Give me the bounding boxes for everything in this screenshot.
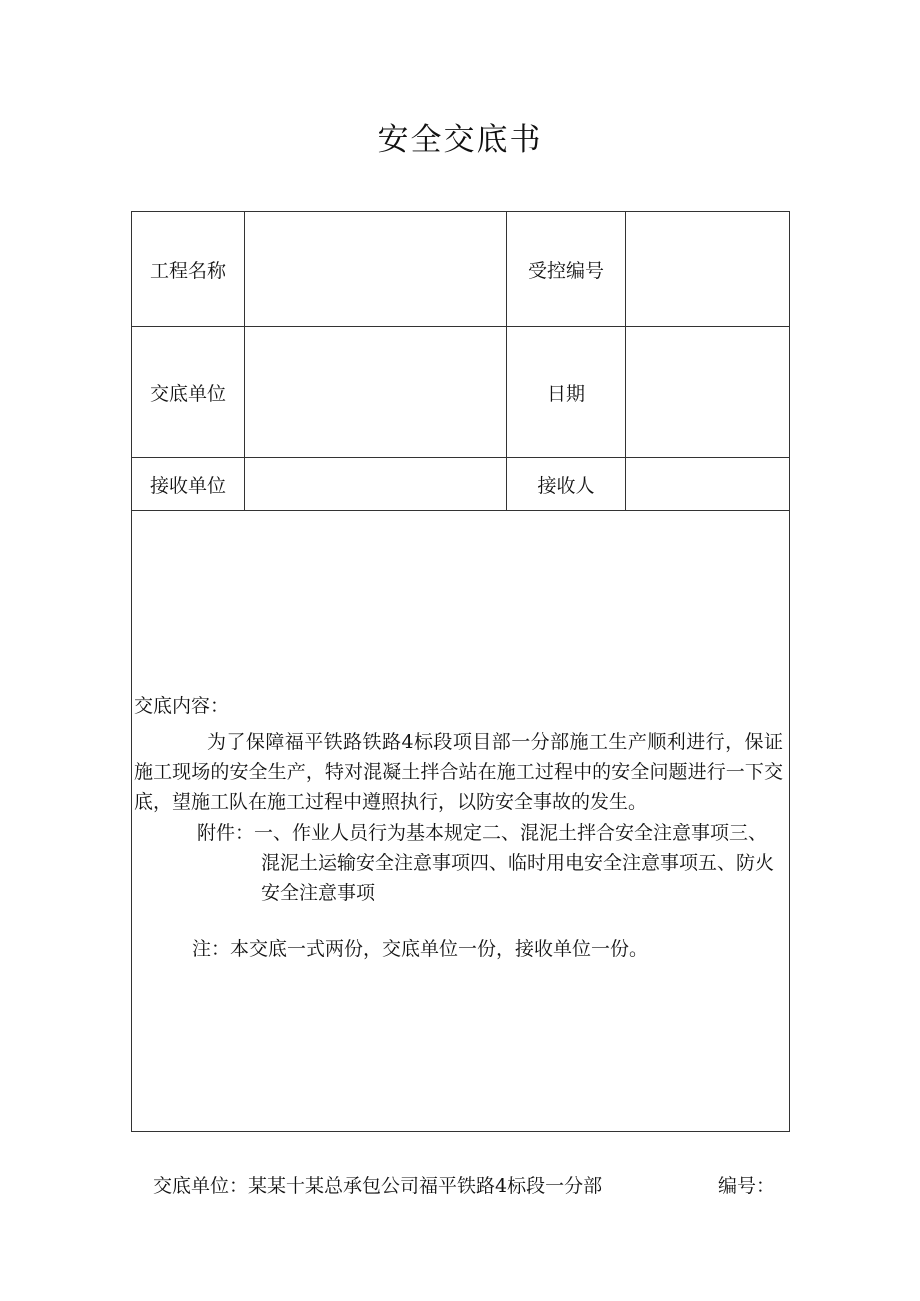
safety-briefing-form [131,211,790,1132]
content-heading: 交底内容： [134,694,230,717]
issuing-unit-field[interactable] [245,327,507,458]
receiver-field[interactable] [626,458,790,511]
form-row-issuer [132,327,790,458]
control-number-field[interactable] [626,212,790,327]
briefing-content [132,679,789,964]
date-field[interactable] [626,327,790,458]
receiving-unit-field[interactable] [245,458,507,511]
attachment-list: 附件：一、作业人员行为基本规定二、混泥土拌合安全注意事项三、混泥土运输安全注意事项四、临时用电安全注意事项五、防火安全注意事项 [197,821,775,904]
footer-issuing-unit: 交底单位：某某十某总承包公司福平铁路4标段一分部 [153,1175,603,1197]
content-paragraph: 为了保障福平铁路铁路4标段项目部一分部施工生产顺利进行，保证施工现场的安全生产，特对混凝土拌合站在施工过程中的安全问题进行一下交底，望施工队在施工过程中遵照执行，以防安全事故的发生。 [134,730,783,813]
briefing-content-cell [132,511,790,1132]
project-name-field[interactable] [245,212,507,327]
control-number-label: 受控编号 [507,212,626,327]
form-row-project [132,212,790,327]
footer-number: 编号： [718,1175,776,1197]
issuing-unit-label: 交底单位 [132,327,245,458]
document-title: 安全交底书 [377,122,543,158]
receiver-label: 接收人 [507,458,626,511]
copies-note: 注：本交底一式两份，交底单位一份，接收单位一份。 [192,937,649,960]
form-row-receiver [132,458,790,511]
date-label: 日期 [507,327,626,458]
receiving-unit-label: 接收单位 [132,458,245,511]
form-row-content [132,511,790,1132]
project-name-label: 工程名称 [132,212,245,327]
